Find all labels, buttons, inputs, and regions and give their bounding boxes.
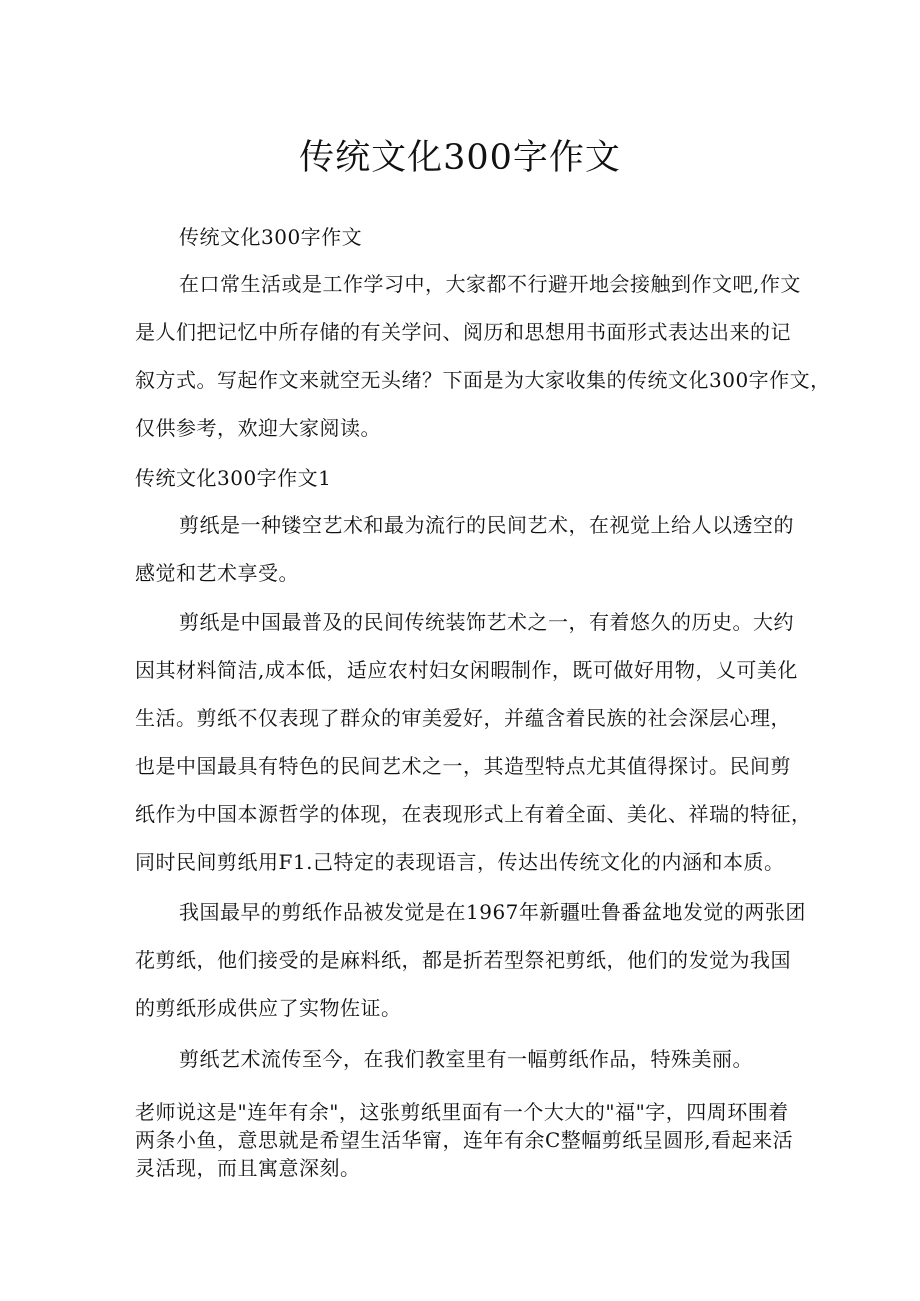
subtitle-text: 传统文化300字作文 bbox=[179, 225, 363, 249]
paragraph-line: 花剪纸，他们接受的是麻料纸，都是折若型祭祀剪纸，他们的发觉为我国 bbox=[135, 948, 791, 972]
paragraph-line: 同时民间剪纸用F1.己特定的表现语言，传达出传统文化的内涵和本质。 bbox=[135, 850, 785, 874]
intro-line: 仅供参考，欢迎大家阅读。 bbox=[135, 416, 381, 440]
paragraph-2 bbox=[135, 598, 812, 886]
paragraph-5 bbox=[135, 1098, 795, 1182]
paragraph-line: 也是中国最具有特色的民间艺术之一，其造型特点尤其值得探讨。民间剪 bbox=[135, 754, 791, 778]
paragraph-line: 的剪纸形成供应了实物佐证。 bbox=[135, 996, 402, 1020]
paragraph-line: 两条小鱼，意思就是希望生活华甯，连年有余C整幅剪纸呈圆形,看起来活 bbox=[135, 1128, 794, 1152]
paragraph-line: 我国最早的剪纸作品被发觉是在1967年新疆吐鲁番盆地发觉的两张团 bbox=[179, 900, 806, 924]
paragraph-line: 剪纸是一种镂空艺术和最为流行的民间艺术，在视觉上给人以透空的 bbox=[179, 513, 794, 537]
intro-paragraph bbox=[135, 260, 831, 452]
subtitle bbox=[135, 213, 795, 261]
section-heading bbox=[135, 454, 795, 502]
intro-line: 是人们把记忆中所存储的有关学问、阅历和思想用书面形式表达出来的记 bbox=[135, 320, 791, 344]
section-heading-text: 传统文化300字作文1 bbox=[135, 466, 332, 490]
intro-line: 叙方式。写起作文来就空无头绪？下面是为大家收集的传统文化300字作文， bbox=[135, 368, 831, 392]
paragraph-line: 因其材料简洁,成本低，适应农村妇女闲暇制作，既可做好用物，乂可美化 bbox=[135, 658, 798, 682]
paragraph-line: 灵活现，而且寓意深刻。 bbox=[135, 1156, 361, 1180]
paragraph-4 bbox=[135, 1035, 795, 1083]
paragraph-line: 老师说这是"连年有余"，这张剪纸里面有一个大大的"福"字，四周环围着 bbox=[135, 1100, 789, 1124]
paragraph-line: 纸作为中国本源哲学的体现，在表现形式上有着全面、美化、祥瑞的特征， bbox=[135, 802, 812, 826]
paragraph-3 bbox=[135, 888, 806, 1032]
paragraph-line: 剪纸艺术流传至今，在我们教室里有一幅剪纸作品，特殊美丽。 bbox=[179, 1047, 753, 1071]
paragraph-line: 生活。剪纸不仅表现了群众的审美爱好，并蕴含着民族的社会深层心理， bbox=[135, 706, 791, 730]
paragraph-1 bbox=[135, 501, 795, 597]
intro-line: 在口常生活或是工作学习中，大家都不行避开地会接触到作文吧,作文 bbox=[179, 272, 801, 296]
paragraph-line: 剪纸是中国最普及的民间传统装饰艺术之一，有着悠久的历史。大约 bbox=[179, 610, 794, 634]
paragraph-line: 感觉和艺术享受。 bbox=[135, 561, 299, 585]
document-title: 传统文化300字作文 bbox=[299, 138, 621, 178]
